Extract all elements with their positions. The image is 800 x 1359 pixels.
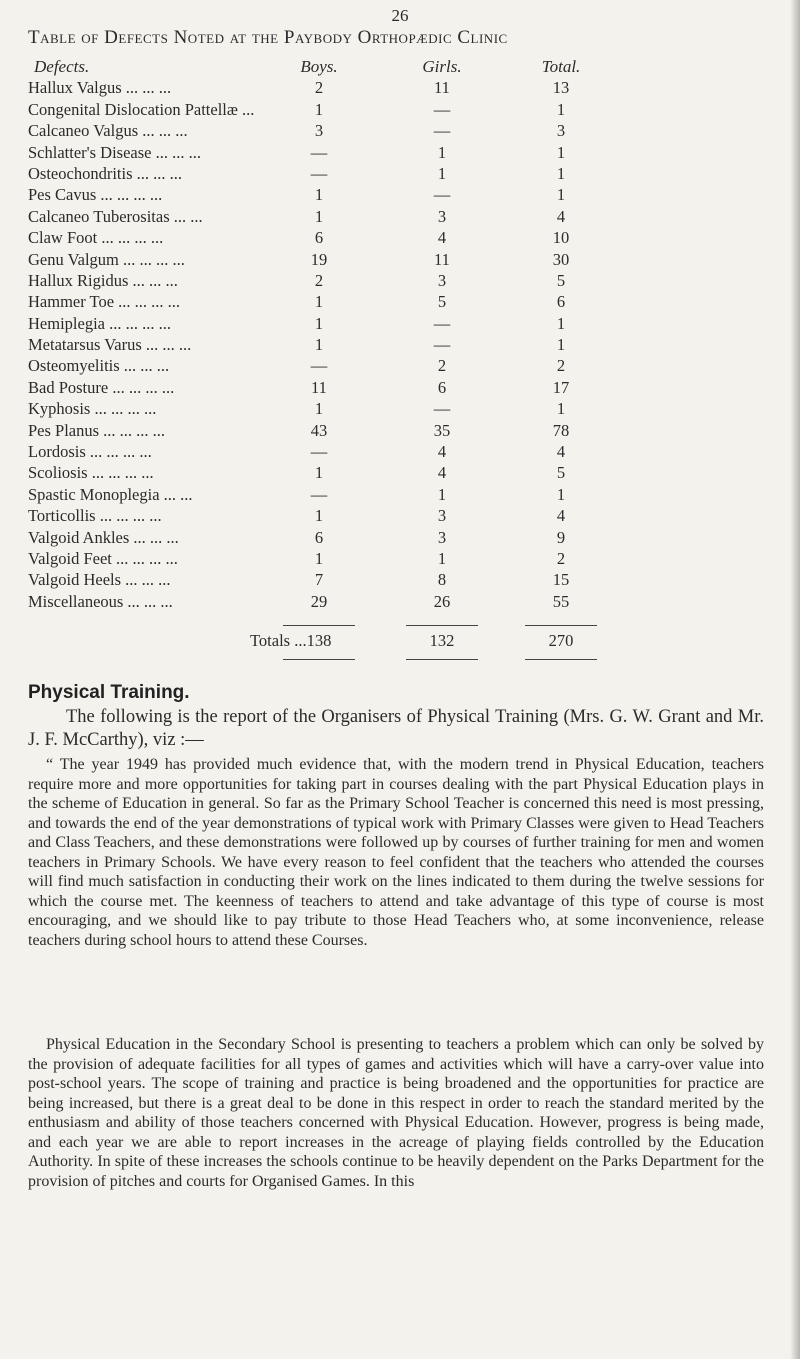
boys-value: 11 — [311, 377, 327, 397]
total-value: 9 — [556, 527, 566, 547]
boys-value: — — [310, 142, 328, 162]
total-value: 1 — [556, 142, 566, 162]
defect-label: Valgoid Feet ... ... ... ... — [28, 548, 178, 568]
table-row — [28, 77, 793, 98]
total-rule-bottom — [525, 659, 597, 660]
total-value: 4 — [556, 442, 566, 462]
table-row — [28, 184, 793, 205]
table-header-row — [28, 56, 793, 77]
table-row — [28, 484, 793, 505]
girls-value: — — [433, 313, 451, 333]
header-defects: Defects. — [34, 57, 90, 76]
total-value: 5 — [556, 463, 566, 483]
girls-value: — — [433, 99, 451, 119]
boys-rule-top — [283, 625, 355, 626]
defect-label: Congenital Dislocation Pattellæ ... — [28, 99, 255, 119]
defect-label: Hallux Rigidus ... ... ... — [28, 270, 178, 290]
defect-label: Miscellaneous ... ... ... — [28, 591, 173, 611]
table-row — [28, 227, 793, 248]
table-row — [28, 99, 793, 120]
table-row — [28, 591, 793, 612]
total-value: 1 — [556, 163, 566, 183]
boys-value: 1 — [314, 206, 324, 226]
total-value: 55 — [552, 591, 570, 611]
boys-value: 1 — [314, 99, 324, 119]
total-value: 1 — [556, 313, 566, 333]
page-edge-shadow — [790, 0, 800, 1359]
boys-value: 1 — [314, 506, 324, 526]
boys-value: 1 — [314, 399, 324, 419]
girls-value: 1 — [437, 484, 447, 504]
boys-value: 19 — [310, 249, 328, 269]
girls-rule-top — [406, 625, 478, 626]
defect-label: Valgoid Ankles ... ... ... — [28, 527, 179, 547]
defect-label: Osteomyelitis ... ... ... — [28, 356, 170, 376]
boys-value: 2 — [314, 270, 324, 290]
intro-paragraph: The following is the report of the Organisers of Physical Training (Mrs. G. W. Grant and Mr. J. F. McCarthy), viz :— — [28, 707, 764, 750]
totals-row — [28, 629, 793, 653]
girls-value: 1 — [437, 142, 447, 162]
header-total: Total. — [541, 57, 581, 76]
table-row — [28, 291, 793, 312]
defect-label: Pes Planus ... ... ... ... — [28, 420, 166, 440]
total-value: 5 — [556, 270, 566, 290]
boys-value: 1 — [314, 463, 324, 483]
total-value: 78 — [552, 420, 570, 440]
boys-value: 6 — [314, 527, 324, 547]
total-value: 4 — [556, 506, 566, 526]
girls-value: 3 — [437, 527, 447, 547]
defect-label: Lordosis ... ... ... ... — [28, 442, 152, 462]
girls-value: 2 — [437, 356, 447, 376]
defect-label: Hammer Toe ... ... ... ... — [28, 292, 181, 312]
table-row — [28, 355, 793, 376]
totals-total: 270 — [548, 631, 574, 650]
girls-value: 11 — [434, 249, 450, 269]
totals-girls: 132 — [429, 631, 455, 650]
total-value: 6 — [556, 292, 566, 312]
defect-label: Claw Foot ... ... ... ... — [28, 228, 164, 248]
boys-value: 6 — [314, 228, 324, 248]
total-value: 30 — [552, 249, 570, 269]
girls-value: 1 — [437, 163, 447, 183]
table-body — [28, 77, 793, 612]
table-row — [28, 398, 793, 419]
header-girls: Girls. — [422, 57, 462, 76]
table-row — [28, 548, 793, 569]
defect-label: Bad Posture ... ... ... ... — [28, 377, 175, 397]
girls-value: 6 — [437, 377, 447, 397]
table-row — [28, 313, 793, 334]
defect-label: Hemiplegia ... ... ... ... — [28, 313, 171, 333]
boys-value: — — [310, 484, 328, 504]
table-row — [28, 462, 793, 483]
total-value: 3 — [556, 121, 566, 141]
totals-label: Totals ... — [250, 631, 307, 650]
boys-value: — — [310, 163, 328, 183]
girls-value: — — [433, 335, 451, 355]
girls-value: 3 — [437, 206, 447, 226]
defect-label: Kyphosis ... ... ... ... — [28, 399, 157, 419]
girls-value: — — [433, 121, 451, 141]
defect-label: Calcaneo Valgus ... ... ... — [28, 121, 188, 141]
girls-value: 1 — [437, 548, 447, 568]
girls-value: 8 — [437, 570, 447, 590]
girls-value: 35 — [433, 420, 451, 440]
boys-value: 3 — [314, 121, 324, 141]
defect-label: Pes Cavus ... ... ... ... — [28, 185, 163, 205]
defect-label: Osteochondritis ... ... ... — [28, 163, 182, 183]
defect-label: Valgoid Heels ... ... ... — [28, 570, 171, 590]
boys-value: 1 — [314, 185, 324, 205]
boys-value: 1 — [314, 313, 324, 333]
table-row — [28, 163, 793, 184]
total-value: 1 — [556, 185, 566, 205]
table-row — [28, 120, 793, 141]
total-value: 17 — [552, 377, 570, 397]
total-value: 1 — [556, 399, 566, 419]
table-row — [28, 270, 793, 291]
table-row — [28, 420, 793, 441]
table-row — [28, 527, 793, 548]
table-row — [28, 334, 793, 355]
total-value: 1 — [556, 484, 566, 504]
boys-rule-bottom — [283, 659, 355, 660]
boys-value: 1 — [314, 292, 324, 312]
girls-value: 3 — [437, 270, 447, 290]
boys-value: — — [310, 442, 328, 462]
total-value: 13 — [552, 78, 570, 98]
total-value: 10 — [552, 228, 570, 248]
girls-value: — — [433, 399, 451, 419]
page-number: 26 — [391, 6, 409, 25]
girls-value: — — [433, 185, 451, 205]
defect-label: Metatarsus Varus ... ... ... — [28, 335, 192, 355]
total-value: 1 — [556, 99, 566, 119]
girls-value: 4 — [437, 228, 447, 248]
girls-value: 4 — [437, 463, 447, 483]
table-row — [28, 505, 793, 526]
table-row — [28, 206, 793, 227]
boys-value: 43 — [310, 420, 328, 440]
table-title: Table of Defects Noted at the Paybody Orthopædic Clinic — [28, 27, 508, 48]
girls-rule-bottom — [406, 659, 478, 660]
report-paragraph-2: Physical Education in the Secondary School is presenting to teachers a problem which can only be solved by the provision of adequate facilities for all types of games and activities which will have a carry-over value into post-school years. The scope of training and practice is being broadened and the opportunities for practice are being increased, but there is a great deal to be done in this respect in order to reach the standard merited by the enthusiasm and ability of those teachers concerned with Physical Education. However, progress is being made, and each year we are able to report increases in the acreage of playing fields controlled by the Education Authority. In spite of these increases the schools continue to be heavily dependent on the Parks Department for the provision of pitches and courts for Organised Games. In this — [28, 1036, 764, 1190]
defect-label: Calcaneo Tuberositas ... ... — [28, 206, 203, 226]
section-heading: Physical Training. — [28, 682, 190, 703]
defects-table — [28, 56, 793, 650]
defect-label: Scoliosis ... ... ... ... — [28, 463, 154, 483]
report-paragraph-1: “ The year 1949 has provided much evidence that, with the modern trend in Physical Education, teachers require more and more opportunities for taking part in courses dealing with the part Physical Education plays in the scheme of Education in general. So far as the Primary School Teacher is concerned this need is most pressing, and towards the end of the year demonstrations of typical work with Primary Classes were given to Head Teachers and Class Teachers, and these demonstrations were followed up by courses of further training for men and women teachers in Primary Schools. We have every reason to feel confident that the teachers who attended the courses will find much satisfaction in conducting their work on the lines indicated to them during the twelve sessions for which the course met. The keenness of teachers to attend and take advantage of this type of course is most encouraging, and we should like to pay tribute to those Head Teachers who, at some inconvenience, release teachers during school hours to attend these Courses. — [28, 756, 764, 949]
total-rule-top — [525, 625, 597, 626]
total-value: 2 — [556, 356, 566, 376]
total-value: 15 — [552, 570, 570, 590]
boys-value: 7 — [314, 570, 324, 590]
total-value: 2 — [556, 548, 566, 568]
table-row — [28, 377, 793, 398]
totals-boys: 138 — [306, 631, 332, 650]
table-row — [28, 441, 793, 462]
defect-label: Torticollis ... ... ... ... — [28, 506, 162, 526]
boys-value: 29 — [310, 591, 328, 611]
defect-label: Genu Valgum ... ... ... ... — [28, 249, 185, 269]
total-value: 1 — [556, 335, 566, 355]
girls-value: 3 — [437, 506, 447, 526]
table-row — [28, 142, 793, 163]
defect-label: Schlatter's Disease ... ... ... — [28, 142, 201, 162]
table-row — [28, 569, 793, 590]
total-value: 4 — [556, 206, 566, 226]
boys-value: 2 — [314, 78, 324, 98]
boys-value: 1 — [314, 548, 324, 568]
defect-label: Spastic Monoplegia ... ... — [28, 484, 193, 504]
boys-value: 1 — [314, 335, 324, 355]
header-boys: Boys. — [300, 57, 338, 76]
girls-value: 5 — [437, 292, 447, 312]
girls-value: 11 — [434, 78, 450, 98]
boys-value: — — [310, 356, 328, 376]
defect-label: Hallux Valgus ... ... ... — [28, 78, 172, 98]
girls-value: 4 — [437, 442, 447, 462]
girls-value: 26 — [433, 591, 451, 611]
table-row — [28, 249, 793, 270]
